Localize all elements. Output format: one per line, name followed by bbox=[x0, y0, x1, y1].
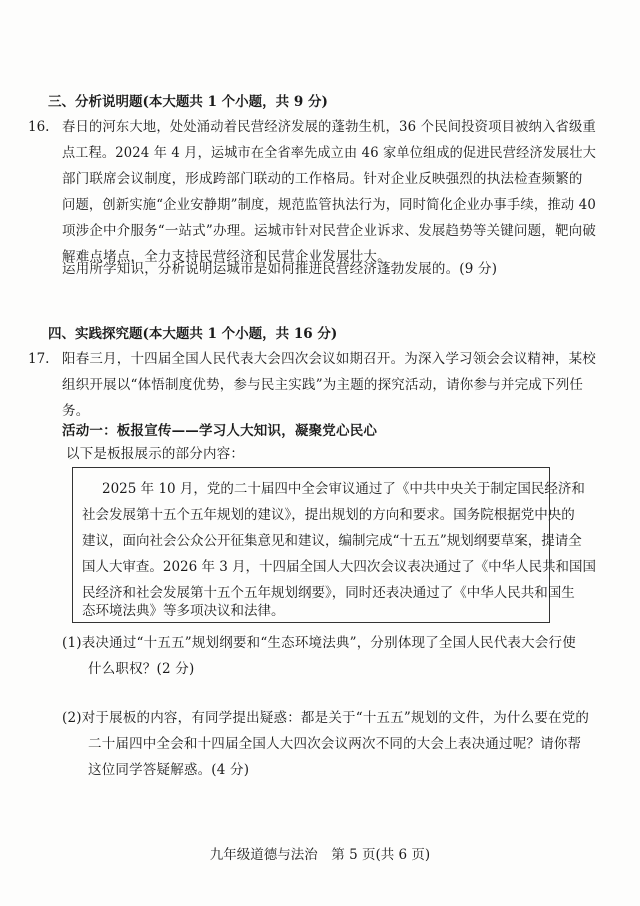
board-line-5: 民经济和社会发展第十五个五年规划纲要》，同时还表决通过了《中华人民共和国生 bbox=[82, 585, 575, 601]
activity1-title: 活动一：板报宣传——学习人大知识，凝聚党心民心 bbox=[62, 423, 378, 439]
sub2-line-3: 这位同学答疑解惑。(4 分) bbox=[88, 762, 250, 778]
sub2-line-1: (2)对于展板的内容，有同学提出疑惑：都是关于“十五五”规划的文件，为什么要在党的 bbox=[62, 710, 590, 726]
q16-line-5: 项涉企中介服务“一站式”办理。运城市针对民营企业诉求、发展趋势等关键问题，靶向破 bbox=[62, 223, 597, 239]
board-line-3: 建议，面向社会公众公开征集意见和建议，编制完成“十五五”规划纲要草案，提请全 bbox=[82, 533, 582, 549]
board-line-6: 态环境法典》等多项决议和法律。 bbox=[82, 603, 285, 619]
q16-line-6: 解难点堵点，全力支持民营经济和民营企业发展壮大。 bbox=[62, 249, 391, 265]
board-line-4: 国人大审查。2026 年 3 月，十四届全国人大四次会议表决通过了《中华人民共和国国 bbox=[82, 559, 597, 575]
q16-line-1: 春日的河东大地，处处涌动着民营经济发展的蓬勃生机，36 个民间投资项目被纳入省级重 bbox=[62, 119, 596, 135]
q17-line-2: 组织开展以“体悟制度优势，参与民主实践”为主题的探究活动，请你参与并完成下列任 bbox=[62, 377, 584, 393]
q16-line-2: 点工程。2024 年 4 月，运城市在全省率先成立由 46 家单位组成的促进民营经济发展壮大 bbox=[62, 145, 597, 161]
q16-number: 16. bbox=[28, 119, 50, 135]
section3-heading: 三、分析说明题(本大题共 1 个小题，共 9 分) bbox=[48, 94, 328, 110]
sub2-line-2: 二十届四中全会和十四届全国人大四次会议两次不同的大会上表决通过呢？请你帮 bbox=[88, 736, 582, 752]
page-footer: 九年级道德与法治 第 5 页(共 6 页) bbox=[209, 847, 431, 863]
board-line-2: 社会发展第十五个五年规划的建议》，提出规划的方向和要求。国务院根据党中央的 bbox=[82, 507, 575, 523]
sub1-line-1: (1)表决通过“十五五”规划纲要和“生态环境法典”，分别体现了全国人民代表大会行使 bbox=[62, 635, 576, 651]
q16-prompt: 运用所学知识，分析说明运城市是如何推进民营经济蓬勃发展的。(9 分) bbox=[62, 261, 498, 277]
q16-line-3: 部门联席会议制度，形成跨部门联动的工作格局。针对企业反映强烈的执法检查频繁的 bbox=[62, 171, 583, 187]
sub1-line-2: 什么职权？(2 分) bbox=[88, 661, 195, 677]
section4-heading: 四、实践探究题(本大题共 1 个小题，共 16 分) bbox=[48, 326, 338, 342]
q17-number: 17. bbox=[28, 351, 50, 367]
q16-line-4: 问题，创新实施“企业安静期”制度，规范监管执法行为，同时简化企业办事手续，推动 40 bbox=[62, 197, 596, 213]
board-line-1: 2025 年 10 月，党的二十届四中全会审议通过了《中共中央关于制定国民经济和 bbox=[102, 481, 585, 497]
q17-line-1: 阳春三月，十四届全国人民代表大会四次会议如期召开。为深入学习领会会议精神，某校 bbox=[62, 351, 596, 367]
activity1-intro: 以下是板报展示的部分内容： bbox=[66, 446, 245, 462]
q17-line-3: 务。 bbox=[62, 403, 90, 419]
